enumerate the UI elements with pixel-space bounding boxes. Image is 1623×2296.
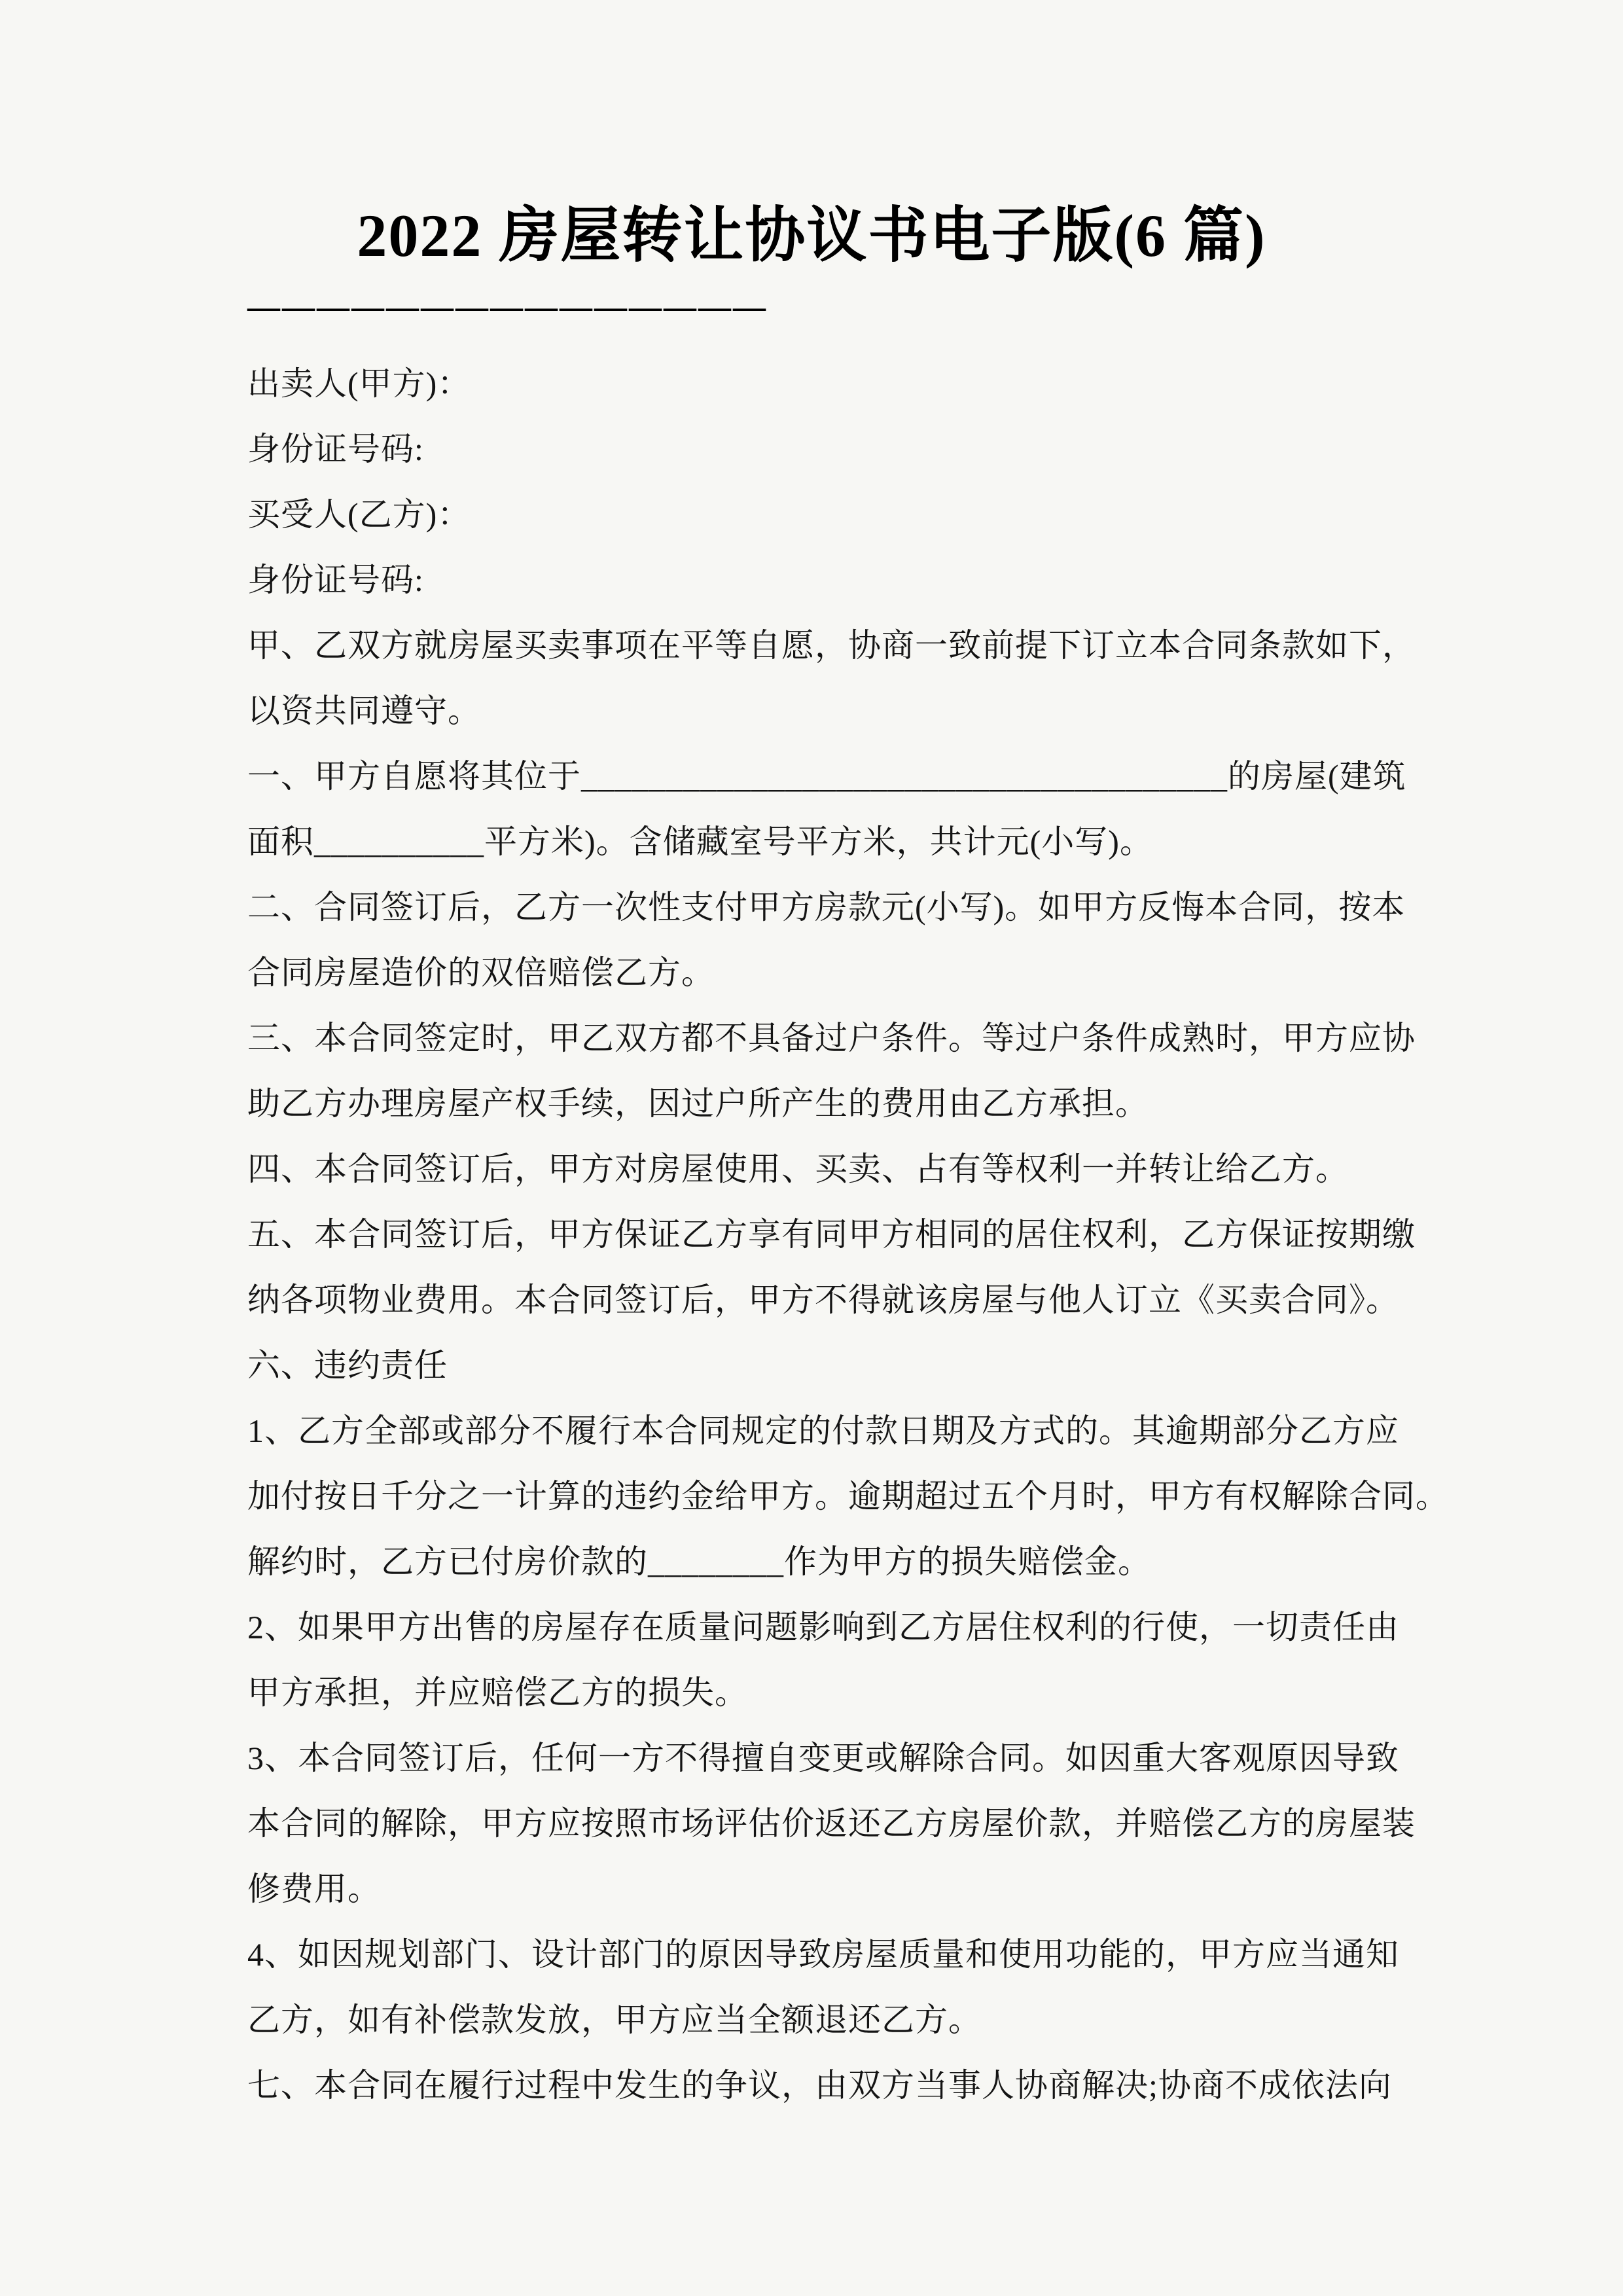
doc-line-clause-4: 四、本合同签订后，甲方对房屋使用、买卖、占有等权利一并转让给乙方。 — [247, 1151, 1349, 1188]
doc-line-clause-3b: 助乙方办理房屋产权手续，因过户所产生的费用由乙方承担。 — [247, 1085, 1149, 1122]
doc-line-clause-6-3c: 修费用。 — [247, 1871, 381, 1908]
doc-line-seller-id-label: 身份证号码: — [247, 431, 424, 468]
doc-line-clause-6-1b: 加付按日千分之一计算的违约金给甲方。逾期超过五个月时，甲方有权解除合同。 — [247, 1478, 1449, 1515]
doc-line-clause-2a: 二、合同签订后，乙方一次性支付甲方房款元(小写)。如甲方反悔本合同，按本 — [247, 889, 1406, 926]
doc-line-clause-2b: 合同房屋造价的双倍赔偿乙方。 — [247, 954, 715, 992]
doc-line-clause-3a: 三、本合同签定时，甲乙双方都不具备过户条件。等过户条件成熟时，甲方应协 — [247, 1020, 1416, 1057]
doc-line-preamble-2: 以资共同遵守。 — [247, 692, 481, 730]
doc-line-preamble-1: 甲、乙双方就房屋买卖事项在平等自愿，协商一致前提下订立本合同条款如下， — [247, 627, 1416, 664]
doc-line-clause-6-1c: 解约时，乙方已付房价款的________作为甲方的损失赔偿金。 — [247, 1543, 1151, 1581]
doc-line-seller-label: 出卖人(甲方)： — [247, 365, 471, 403]
doc-line-clause-6-2b: 甲方承担，并应赔偿乙方的损失。 — [247, 1674, 748, 1712]
doc-line-clause-7: 七、本合同在履行过程中发生的争议，由双方当事人协商解决;协商不成依法向 — [247, 2067, 1392, 2104]
title-divider-line: ——————————————— — [247, 288, 768, 325]
doc-line-buyer-id-label: 身份证号码: — [247, 562, 424, 599]
doc-line-clause-6-1a: 1、乙方全部或部分不履行本合同规定的付款日期及方式的。其逾期部分乙方应 — [247, 1412, 1399, 1450]
doc-line-clause-6-4b: 乙方，如有补偿款发放，甲方应当全额退还乙方。 — [247, 2001, 982, 2039]
document-title: 2022 房屋转让协议书电子版(6 篇) — [357, 202, 1266, 269]
doc-line-clause-6-3a: 3、本合同签订后，任何一方不得擅自变更或解除合同。如因重大客观原因导致 — [247, 1740, 1399, 1777]
doc-line-clause-6-heading: 六、违约责任 — [247, 1347, 448, 1384]
doc-line-clause-6-4a: 4、如因规划部门、设计部门的原因导致房屋质量和使用功能的，甲方应当通知 — [247, 1936, 1399, 1973]
doc-line-clause-1a: 一、甲方自愿将其位于______________________________________的房屋(建筑 — [247, 758, 1406, 795]
document-body — [247, 351, 1449, 2118]
doc-line-clause-6-2a: 2、如果甲方出售的房屋存在质量问题影响到乙方居住权利的行使，一切责任由 — [247, 1609, 1399, 1646]
doc-line-clause-5b: 纳各项物业费用。本合同签订后，甲方不得就该房屋与他人订立《买卖合同》。 — [247, 1282, 1399, 1319]
doc-line-clause-5a: 五、本合同签订后，甲方保证乙方享有同甲方相同的居住权利，乙方保证按期缴 — [247, 1216, 1416, 1253]
doc-line-clause-6-3b: 本合同的解除，甲方应按照市场评估价返还乙方房屋价款，并赔偿乙方的房屋装 — [247, 1805, 1416, 1842]
doc-line-buyer-label: 买受人(乙方)： — [247, 496, 471, 533]
doc-line-clause-1b: 面积__________平方米)。含储藏室号平方米，共计元(小写)。 — [247, 823, 1153, 861]
